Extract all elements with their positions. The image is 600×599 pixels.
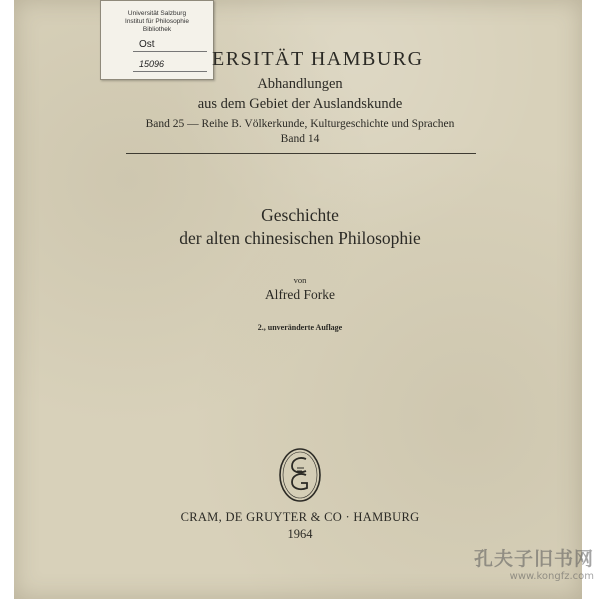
publisher-logo-icon xyxy=(277,447,323,503)
edition-note: 2., unveränderte Auflage xyxy=(257,323,343,332)
stamp-line-university: Universität Salzburg xyxy=(127,10,187,17)
author-preposition: von xyxy=(293,275,307,285)
header-divider xyxy=(126,153,476,154)
university-heading: ERSITÄT HAMBURG xyxy=(212,48,424,70)
book-title-line2: der alten chinesischen Philosophie xyxy=(179,228,421,248)
site-watermark xyxy=(444,544,594,582)
publisher-line: CRAM, DE GRUYTER & CO · HAMBURG xyxy=(180,510,420,524)
book-title-line1: Geschichte xyxy=(261,205,339,225)
volume-line: Band 25 — Reihe B. Völkerkunde, Kulturgeschichte und Sprachen xyxy=(145,118,455,130)
stamp-line-institute: Institut für Philosophie xyxy=(125,18,189,25)
stamp-rule xyxy=(133,51,207,52)
series-subtitle: aus dem Gebiet der Auslandskunde xyxy=(197,96,403,112)
subvolume-line: Band 14 xyxy=(280,133,320,145)
series-title: Abhandlungen xyxy=(257,76,343,92)
watermark-brand: 孔夫子旧书网 xyxy=(473,548,594,570)
author-name: Alfred Forke xyxy=(264,287,336,302)
stamp-handwritten-number: 15096 xyxy=(139,59,165,69)
stamp-rule xyxy=(133,71,207,72)
watermark-url: www.kongfz.com xyxy=(509,571,594,582)
publication-year: 1964 xyxy=(287,527,313,541)
stamp-line-library: Bibliothek xyxy=(142,26,172,33)
library-stamp-label xyxy=(100,0,214,80)
stamp-handwritten-section: Ost xyxy=(139,39,155,50)
